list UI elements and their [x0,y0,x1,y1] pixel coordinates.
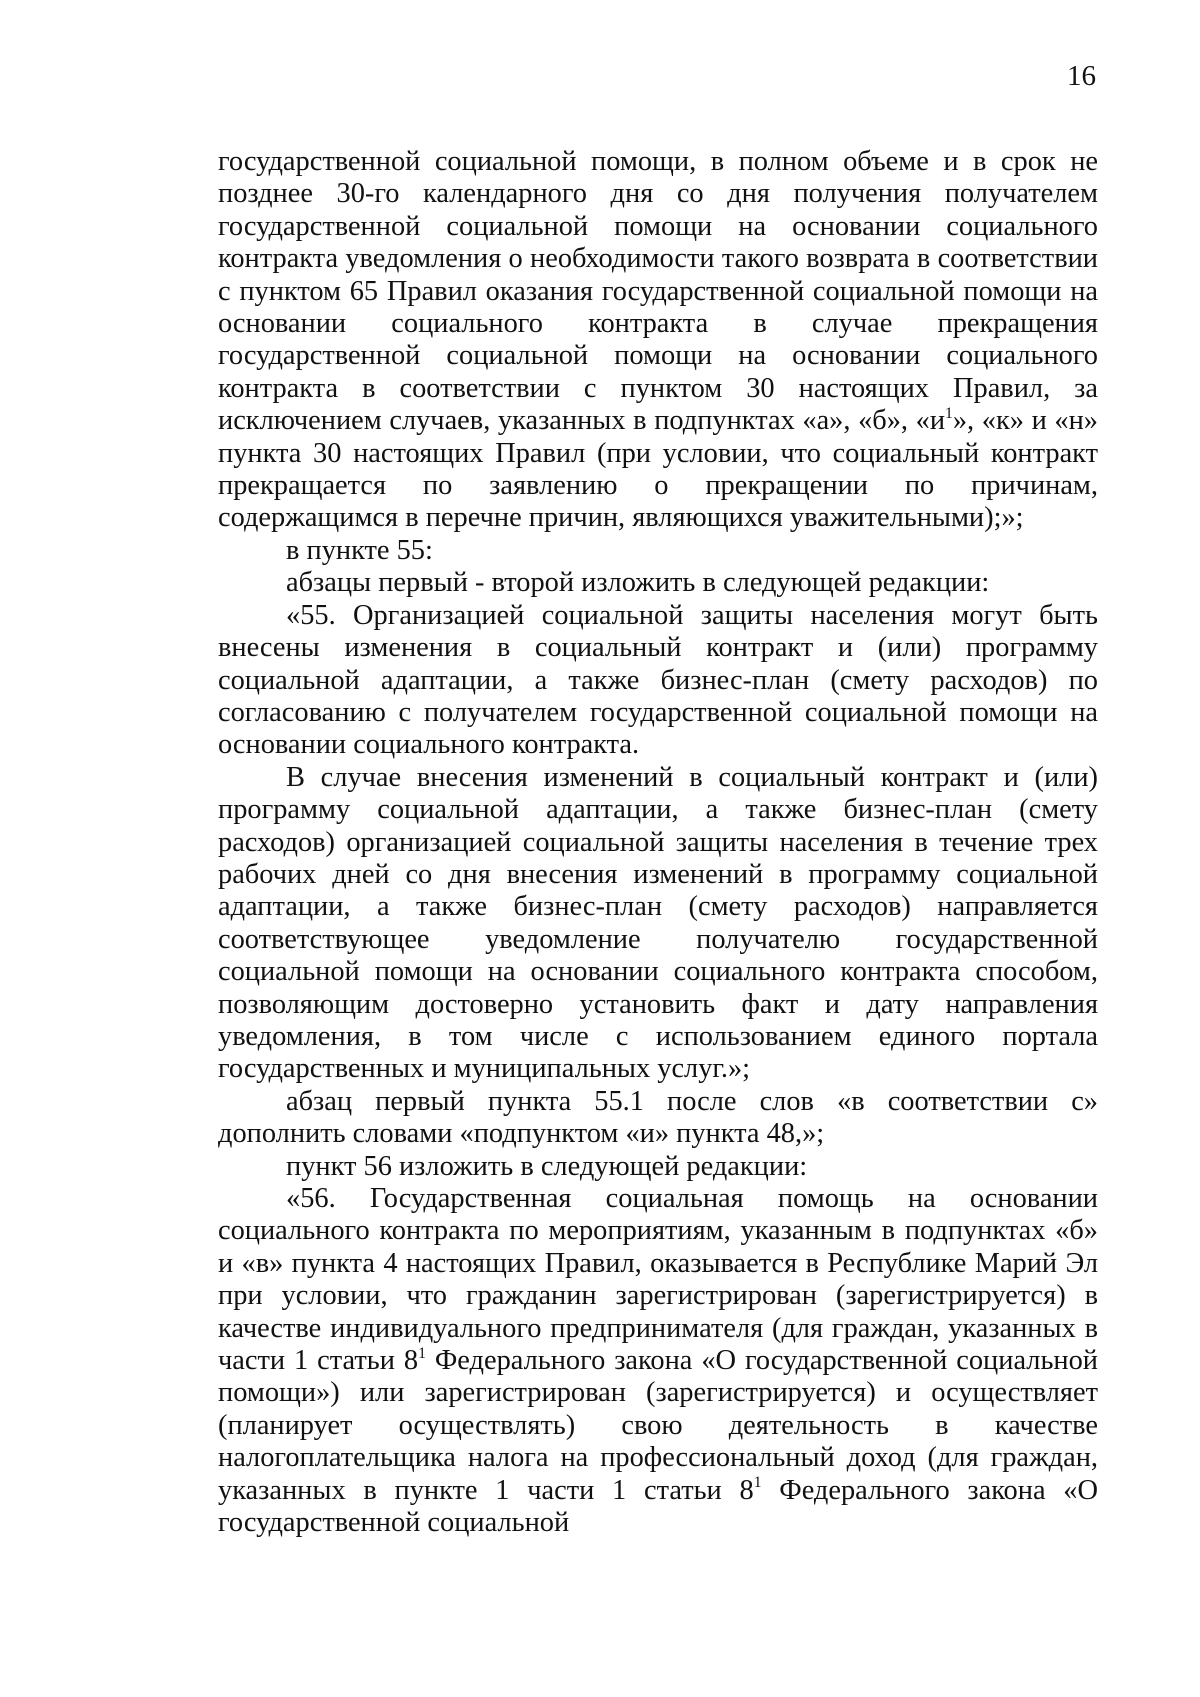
paragraph-text: абзацы первый - второй изложить в следующей редакции: [286,567,990,599]
paragraph-p3 [218,567,1098,599]
paragraph-text: в пункте 55: [286,534,433,566]
paragraph-p2 [218,535,1098,567]
superscript: 1 [945,405,953,423]
paragraph-text: Федерального закона «О государственной социальной [218,1474,1098,1539]
superscript: 1 [753,1474,762,1492]
document-body [218,146,1098,1539]
paragraph-text: «56. Государственная социальная помощь на основании социального контракта по мероприятиям, указанным в подпунктах «б» и «в» пункта 4 настоящих Правил, оказывается в Республике Марий Эл при условии, что гражданин зарегистрирован (зарегистрируется) в качестве индивидуального предпринимателя (для граждан, указанных в части 1 статьи 8 [218,1183,1098,1377]
paragraph-text: государственной социальной помощи, в полном объеме и в срок не позднее 30-го календарного дня со дня получения получателем государственной социальной помощи на основании социального контракта уведомления о необходимости такого возврата в соответствии с пунктом 65 Правил оказания государственной социальной помощи на основании социального контракта в случае прекращения государственной социальной помощи на основании социального контракта в соответствии с пунктом 30 настоящих Правил, за исключением случаев, указанных в подпунктах «а», «б», «и [218,146,1098,437]
paragraph-p1 [218,146,1098,535]
paragraph-text: », «к» и «н» пункта 30 настоящих Правил (при условии, что социальный контракт прекращается по заявлению о прекращении по причинам, содержащимся в перечне причин, являющихся уважительными);»; [218,405,1098,534]
paragraph-text: Федерального закона «О государственной социальной помощи») или зарегистрирован (зарегистрируется) и осуществляет (планирует осуществлять) свою деятельность в качестве налогоплательщика налога на профессиональный доход (для граждан, указанных в пункте 1 части 1 статьи 8 [218,1345,1098,1506]
paragraph-text: «55. Организацией социальной защиты населения могут быть внесены изменения в социальный контракт и (или) программу социальной адаптации, а также бизнес-план (смету расходов) по согласованию с получателем государственной социальной помощи на основании социального контракта. [218,599,1098,761]
paragraph-text: В случае внесения изменений в социальный контракт и (или) программу социальной адаптации, а также бизнес-план (смету расходов) организацией социальной защиты населения в течение трех рабочих дней со дня внесения изменений в программу социальной адаптации, а также бизнес-план (смету расходов) направляется соответствующее уведомление получателю государственной социальной помощи на основании социального контракта способом, позволяющим достоверно установить факт и дату направления уведомления, в том числе с использованием единого портала государственных и муниципальных услуг.»; [218,761,1098,1085]
paragraph-p5 [218,762,1098,1086]
page-number: 16 [1067,60,1096,92]
paragraph-text: пункт 56 изложить в следующей редакции: [286,1150,808,1182]
paragraph-p4 [218,600,1098,762]
paragraph-text: абзац первый пункта 55.1 после слов «в соответствии с» дополнить словами «подпунктом «и» пункта 48,»; [218,1085,1098,1150]
superscript: 1 [418,1344,426,1362]
paragraph-p8 [218,1183,1098,1539]
paragraph-p7 [218,1151,1098,1183]
paragraph-p6 [218,1086,1098,1151]
